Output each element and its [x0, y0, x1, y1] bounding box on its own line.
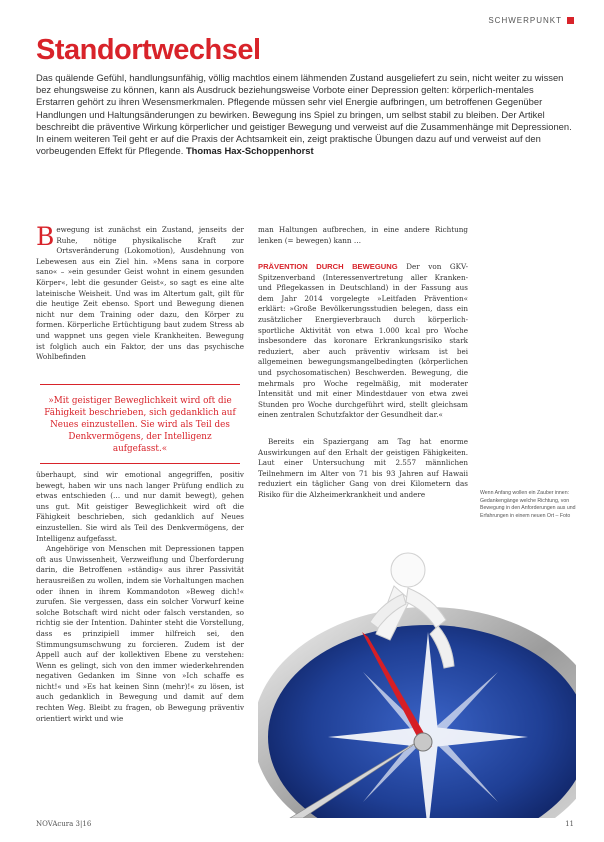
article-title: Standortwechsel: [36, 34, 261, 66]
body-column-right-top: [258, 225, 468, 246]
section-name: SCHWERPUNKT: [488, 16, 562, 25]
author-name: Thomas Hax-Schoppenhorst: [185, 145, 314, 157]
body-column-left-bottom: [36, 470, 244, 724]
photo-caption: Wenn Anfang wollen ein Zauber innen: Gedankengänge welche Richtung, von Bewegung in den Anforderungen aus und Erfahrungen in einem neuen Ort – Foto: [480, 490, 576, 519]
lead-text: Das quälende Gefühl, handlungsunfähig, völlig machtlos einem lähmenden Zustand ausgeliefert zu sein, nicht weiter zu wissen bez ehungsweise zu können, kann als Ausdruck beziehungsweise Vorbote einer Depression gelten: körperlich-mentales Erstarren gehört zu ihren Wesensmerkmalen. Pflegende müssen sehr viel Energie aufbringen, um betroffenen Gegenüber Handlungen und Haltungsänderungen zu bewirken. Bewegung ins Spiel zu bringen, um selbst stabil zu bleiben. Der Artikel beschreibt die präventive Wirkung körperlicher und geistiger Bewegung und verweist auf die Zusammenhänge mit Depressionen. In einem weiteren Teil geht er auf die Praxis der Achtsamkeit ein, zeigt praktische Übungen dazu auf und verweist auf den vorbeugenden Effekt für Pflegende.: [36, 72, 572, 157]
footer-publication: NOVAcura 3|16: [36, 820, 92, 828]
section-label: [488, 16, 574, 25]
body-paragraph: man Haltungen aufbrechen, in eine andere Richtung lenken (= bewegen) kann …: [258, 225, 468, 245]
article-lead: [36, 72, 574, 157]
page-number: 11: [565, 820, 574, 828]
section-subheading: PRÄVENTION DURCH BEWEGUNG: [258, 262, 398, 271]
drop-cap: B: [36, 222, 55, 251]
compass-figure-photo: [258, 542, 576, 818]
body-paragraph: überhaupt, sind wir emotional angegriffen, positiv bewegt, haben wir uns nach langer Prüfung endlich zu etwas entschieden (… und nur damit bewegt), gehen uns gut. Mit geistiger Beweglichkeit wird oft die Fähigkeit beschrieben, sich gedanklich auf Neues einzustellen. Sie wird als Teil des Denkvermögens, der Intelligenz aufgefasst.: [36, 470, 244, 543]
paragraph-text: Der von GKV-Spitzenverband (Interessenvertretung aller Kranken- und Pflegekassen in Deutschland) in der Fassung aus dem Jahr 2014 vorgelegte »Leitfaden Prävention« erklärt: »Große Bevölkerungsstudien belegen, dass ein zusätzlicher Energieverbrauch durch körperlich-sportliche Aktivität von etwa 1.000 kcal pro Woche insbesondere das koronare Erkrankungsrisiko stark reduziert, aber auch präventiv wirksam ist bei allgemeinen bewegungsmangelbedingten (körperlichen und psychosomatischen) Beschwerden. Bewegung, die mehrmals pro Woche regelmäßig, mit moderater Intensität und mit einer Mindestdauer von etwa zwei Stunden pro Woche durchgeführt wird, stellt gleichsam einen zentralen Schutzfaktor der Gesundheit dar.«: [258, 262, 468, 420]
paragraph-text: ewegung ist zunächst ein Zustand, jenseits der Ruhe, nötige physikalische Kraft zur Ortsveränderung (Lokomotion), Ausdehnung von Lebewesen aus ein Ziel hin. »Mens sana in corpore sano« – »ein gesunder Geist wohnt in einem gesunden Körper«, lebt die gesunder Geist«, so sagt es eine alte lateinische Weisheit. Und was im Altertum galt, gilt für die heutige Zeit ebenso. Sport und Bewegung dienen nicht nur dem Training oder dazu, den Körper zu formen. Körperliche Ertüchtigung baut zudem Stress ab und wappnet uns gegen viele Krankheiten. Bewegung ist folglich auch ein Faktor, der uns das psychische Wohlbefinden: [36, 225, 244, 362]
pull-quote: »Mit geistiger Beweglichkeit wird oft die Fähigkeit beschrieben, sich gedanklich auf Neues einzustellen. Sie wird als Teil des Denkvermögens, der Intelligenz aufgefasst.«: [40, 384, 240, 464]
body-paragraph: Bereits ein Spaziergang am Tag hat enorme Auswirkungen auf den Erhalt der geistigen Fähigkeiten. Laut einer Untersuchung mit 2.557 männlichen Teilnehmern im Alter von 71 bis 93 Jahren auf Hawaii reduziert ein täglicher Gang von drei Kilometern das Risiko für die Alzheimerkrankheit und andere: [258, 437, 468, 499]
body-column-left-top: [36, 222, 244, 363]
body-paragraph: [258, 262, 468, 421]
body-paragraph: Angehörige von Menschen mit Depressionen tappen oft aus Unwissenheit, Verzweiflung und Überforderung darin, die Betroffenen »ständig« aus ihrer Passivität herausreißen zu wollen, indem sie Vorhaltungen machen oder ihnen in ihrem Kommandoton »Beweg dich!« zurufen. Sie vergessen, dass ein solcher Vorwurf keine solche Botschaft wird nicht oder falsch verstanden, so richtig sie der Intention. Dahinter steht die Vorstellung, dass es prinzipiell immer hilfreich sei, den Stimmungsumschwung zu forcieren. Zudem ist der Appell auch auf der kollektiven Ebene zu verstehen: Wenn es gelingt, sich von den immer wiederkehrenden negativen Gedanken im Sinne von »Ich schaffe es nicht!« und »Es hat keinen Sinn (mehr)!« zu lösen, ist auch gedanklich in Bewegung und damit auf dem rechten Weg. Bleibt zu fragen, ob Bewegung präventiv orientiert wirkt und wie: [36, 544, 244, 723]
section-marker-square: [567, 17, 574, 24]
compass-pivot: [414, 733, 432, 751]
body-paragraph: [36, 222, 244, 363]
body-column-right-bottom: [258, 437, 468, 501]
body-column-right-middle: [258, 262, 468, 421]
